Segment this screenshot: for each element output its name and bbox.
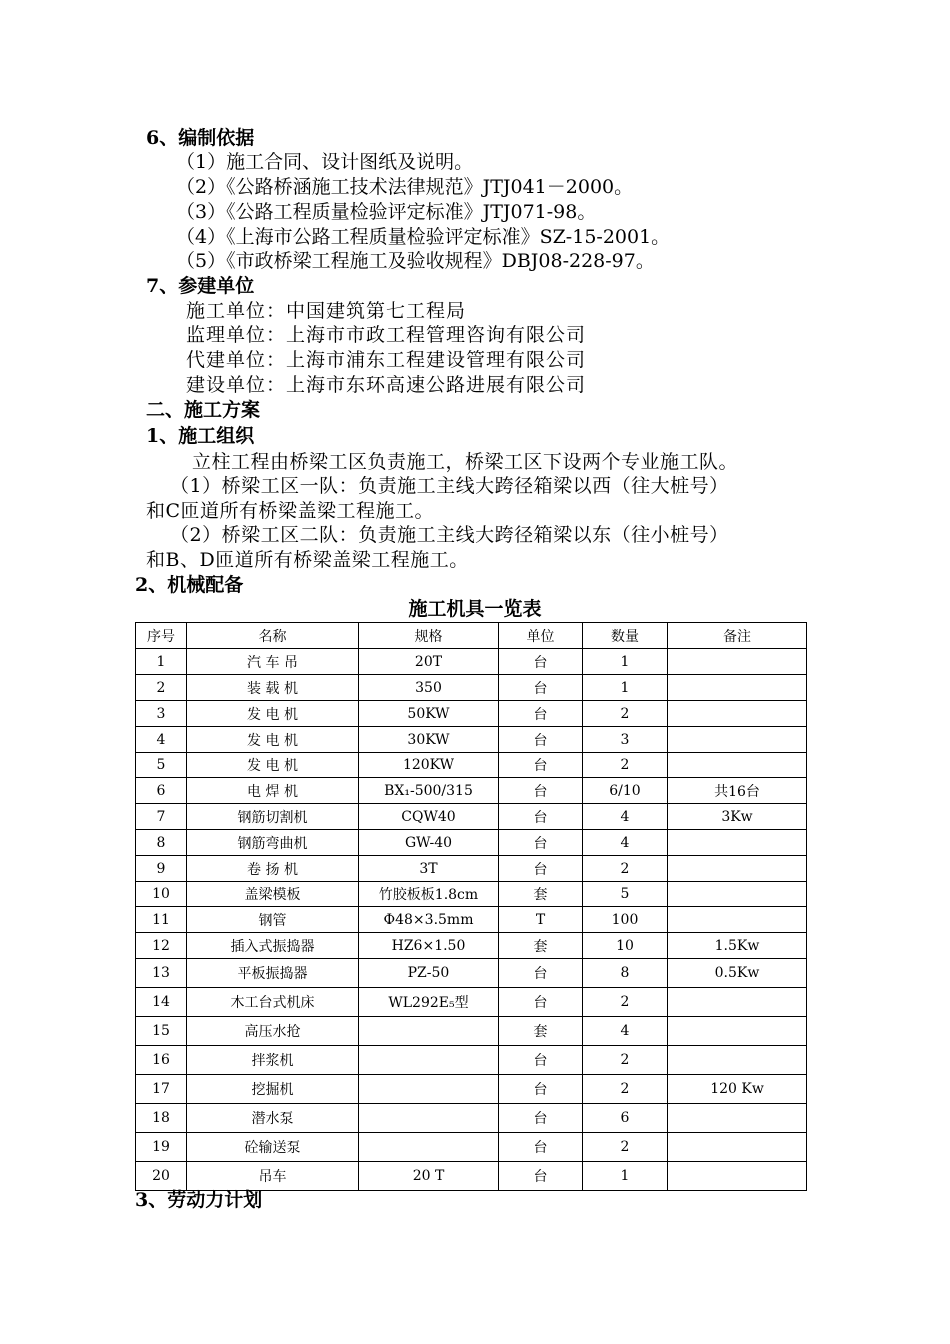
cell-name: 潜水泵 (187, 1104, 359, 1133)
cell-index: 16 (136, 1046, 187, 1075)
cell-name: 砼输送泵 (187, 1133, 359, 1162)
table-row (136, 959, 807, 988)
cell-unit: 套 (499, 882, 583, 907)
cell-remark: 共16台 (668, 778, 807, 804)
cell-name: 发 电 机 (187, 753, 359, 778)
cell-quantity: 2 (583, 988, 668, 1017)
table-row (136, 1162, 807, 1191)
cell-index: 3 (136, 701, 187, 727)
cell-spec: 20T (359, 649, 499, 675)
cell-name: 汽 车 吊 (187, 649, 359, 675)
cell-quantity: 4 (583, 1017, 668, 1046)
cell-spec: PZ-50 (359, 959, 499, 988)
cell-index: 11 (136, 907, 187, 933)
cell-spec: 20 T (359, 1162, 499, 1191)
table-row (136, 1017, 807, 1046)
cell-name: 电 焊 机 (187, 778, 359, 804)
cell-quantity: 1 (583, 675, 668, 701)
cell-name: 发 电 机 (187, 727, 359, 753)
cell-quantity: 6/10 (583, 778, 668, 804)
basis-item-4: （4）《上海市公路工程质量检验评定标准》SZ-15-2001。 (176, 226, 671, 248)
team-1-line-2: 和C匝道所有桥梁盖梁工程施工。 (146, 500, 435, 522)
cell-index: 10 (136, 882, 187, 907)
cell-remark (668, 856, 807, 882)
header-index: 序号 (136, 623, 187, 649)
table-row (136, 649, 807, 675)
cell-quantity: 2 (583, 753, 668, 778)
cell-unit: 台 (499, 988, 583, 1017)
cell-unit: 台 (499, 727, 583, 753)
cell-remark: 3Kw (668, 804, 807, 830)
cell-quantity: 2 (583, 856, 668, 882)
cell-unit: 台 (499, 753, 583, 778)
cell-index: 2 (136, 675, 187, 701)
cell-remark (668, 675, 807, 701)
cell-remark (668, 753, 807, 778)
unit-owner: 建设单位：上海市东环高速公路进展有限公司 (186, 374, 587, 396)
cell-spec (359, 1075, 499, 1104)
cell-spec: HZ6×1.50 (359, 933, 499, 959)
labor-plan-heading: 3、劳动力计划 (135, 1189, 263, 1211)
cell-quantity: 4 (583, 804, 668, 830)
cell-unit: 台 (499, 675, 583, 701)
team-2-line-1: （2）桥梁工区二队：负责施工主线大跨径箱梁以东（往小桩号） (170, 524, 729, 546)
cell-name: 拌浆机 (187, 1046, 359, 1075)
table-row (136, 753, 807, 778)
header-name: 名称 (187, 623, 359, 649)
cell-spec: 竹胶板板1.8cm (359, 882, 499, 907)
cell-index: 5 (136, 753, 187, 778)
cell-quantity: 1 (583, 649, 668, 675)
cell-remark (668, 701, 807, 727)
cell-unit: 台 (499, 1075, 583, 1104)
table-title: 施工机具一览表 (408, 598, 542, 620)
cell-name: 钢筋弯曲机 (187, 830, 359, 856)
cell-unit: 台 (499, 1133, 583, 1162)
team-1-line-1: （1）桥梁工区一队：负责施工主线大跨径箱梁以西（往大桩号） (170, 475, 729, 497)
table-row (136, 933, 807, 959)
cell-quantity: 2 (583, 1046, 668, 1075)
table-row (136, 804, 807, 830)
cell-quantity: 5 (583, 882, 668, 907)
cell-index: 20 (136, 1162, 187, 1191)
table-row (136, 1075, 807, 1104)
cell-remark (668, 830, 807, 856)
cell-spec: 3T (359, 856, 499, 882)
cell-index: 1 (136, 649, 187, 675)
cell-remark: 0.5Kw (668, 959, 807, 988)
cell-remark (668, 907, 807, 933)
cell-remark (668, 1046, 807, 1075)
cell-name: 平板振捣器 (187, 959, 359, 988)
cell-index: 7 (136, 804, 187, 830)
cell-unit: 台 (499, 1046, 583, 1075)
cell-quantity: 2 (583, 701, 668, 727)
cell-remark: 120 Kw (668, 1075, 807, 1104)
table-row (136, 830, 807, 856)
cell-unit: 台 (499, 1104, 583, 1133)
cell-quantity: 2 (583, 1133, 668, 1162)
cell-unit: T (499, 907, 583, 933)
basis-item-2: （2）《公路桥涵施工技术法律规范》JTJ041－2000。 (176, 176, 634, 198)
cell-index: 9 (136, 856, 187, 882)
cell-unit: 台 (499, 1162, 583, 1191)
table-header-row (136, 623, 807, 649)
cell-index: 12 (136, 933, 187, 959)
cell-name: 插入式振捣器 (187, 933, 359, 959)
cell-quantity: 100 (583, 907, 668, 933)
cell-remark (668, 882, 807, 907)
cell-index: 6 (136, 778, 187, 804)
cell-index: 15 (136, 1017, 187, 1046)
table-row (136, 1133, 807, 1162)
cell-index: 14 (136, 988, 187, 1017)
table-row (136, 882, 807, 907)
cell-spec: BX₁-500/315 (359, 778, 499, 804)
table-row (136, 988, 807, 1017)
cell-unit: 套 (499, 933, 583, 959)
cell-name: 吊车 (187, 1162, 359, 1191)
cell-quantity: 1 (583, 1162, 668, 1191)
basis-item-1: （1）施工合同、设计图纸及说明。 (176, 151, 474, 173)
cell-index: 4 (136, 727, 187, 753)
cell-name: 木工台式机床 (187, 988, 359, 1017)
cell-index: 19 (136, 1133, 187, 1162)
cell-quantity: 8 (583, 959, 668, 988)
cell-remark (668, 727, 807, 753)
cell-spec: Ф48×3.5mm (359, 907, 499, 933)
cell-unit: 套 (499, 1017, 583, 1046)
cell-unit: 台 (499, 959, 583, 988)
cell-quantity: 3 (583, 727, 668, 753)
header-remark: 备注 (668, 623, 807, 649)
table-row (136, 1104, 807, 1133)
cell-index: 8 (136, 830, 187, 856)
basis-item-3: （3）《公路工程质量检验评定标准》JTJ071-98。 (176, 201, 597, 223)
cell-spec: 350 (359, 675, 499, 701)
cell-name: 钢筋切割机 (187, 804, 359, 830)
cell-unit: 台 (499, 701, 583, 727)
part-2-heading: 二、施工方案 (146, 399, 261, 421)
cell-remark (668, 1017, 807, 1046)
cell-quantity: 6 (583, 1104, 668, 1133)
header-quantity: 数量 (583, 623, 668, 649)
table-row (136, 701, 807, 727)
cell-spec: 120KW (359, 753, 499, 778)
organization-intro: 立柱工程由桥梁工区负责施工，桥梁工区下设两个专业施工队。 (192, 451, 739, 473)
cell-spec (359, 1133, 499, 1162)
machinery-table (135, 622, 807, 1191)
cell-index: 18 (136, 1104, 187, 1133)
table-row (136, 727, 807, 753)
cell-remark (668, 1133, 807, 1162)
header-unit: 单位 (499, 623, 583, 649)
cell-spec: GW-40 (359, 830, 499, 856)
cell-spec (359, 1104, 499, 1133)
cell-remark: 1.5Kw (668, 933, 807, 959)
cell-remark (668, 1104, 807, 1133)
cell-unit: 台 (499, 856, 583, 882)
cell-name: 挖掘机 (187, 1075, 359, 1104)
cell-index: 13 (136, 959, 187, 988)
cell-spec: WL292E₅型 (359, 988, 499, 1017)
cell-spec (359, 1017, 499, 1046)
cell-spec: 50KW (359, 701, 499, 727)
cell-index: 17 (136, 1075, 187, 1104)
cell-unit: 台 (499, 649, 583, 675)
cell-name: 装 载 机 (187, 675, 359, 701)
cell-unit: 台 (499, 778, 583, 804)
team-2-line-2: 和B、D匝道所有桥梁盖梁工程施工。 (146, 549, 469, 571)
cell-spec: CQW40 (359, 804, 499, 830)
cell-spec (359, 1046, 499, 1075)
cell-quantity: 2 (583, 1075, 668, 1104)
unit-construction: 施工单位：中国建筑第七工程局 (186, 300, 467, 322)
cell-remark (668, 1162, 807, 1191)
header-spec: 规格 (359, 623, 499, 649)
cell-name: 高压水抢 (187, 1017, 359, 1046)
table-row (136, 1046, 807, 1075)
unit-agent: 代建单位：上海市浦东工程建设管理有限公司 (186, 349, 587, 371)
unit-supervision: 监理单位：上海市市政工程管理咨询有限公司 (186, 324, 587, 346)
cell-name: 发 电 机 (187, 701, 359, 727)
cell-remark (668, 649, 807, 675)
table-row (136, 778, 807, 804)
cell-name: 卷 扬 机 (187, 856, 359, 882)
section-7-heading: 7、参建单位 (146, 275, 255, 297)
basis-item-5: （5）《市政桥梁工程施工及验收规程》DBJ08-228-97。 (176, 250, 655, 272)
cell-spec: 30KW (359, 727, 499, 753)
cell-quantity: 10 (583, 933, 668, 959)
cell-unit: 台 (499, 830, 583, 856)
organization-heading: 1、施工组织 (146, 425, 255, 447)
table-row (136, 675, 807, 701)
machinery-heading: 2、机械配备 (135, 574, 244, 596)
table-row (136, 856, 807, 882)
cell-name: 钢管 (187, 907, 359, 933)
cell-name: 盖梁模板 (187, 882, 359, 907)
cell-quantity: 4 (583, 830, 668, 856)
cell-remark (668, 988, 807, 1017)
table-row (136, 907, 807, 933)
section-6-heading: 6、编制依据 (146, 127, 255, 149)
cell-unit: 台 (499, 804, 583, 830)
